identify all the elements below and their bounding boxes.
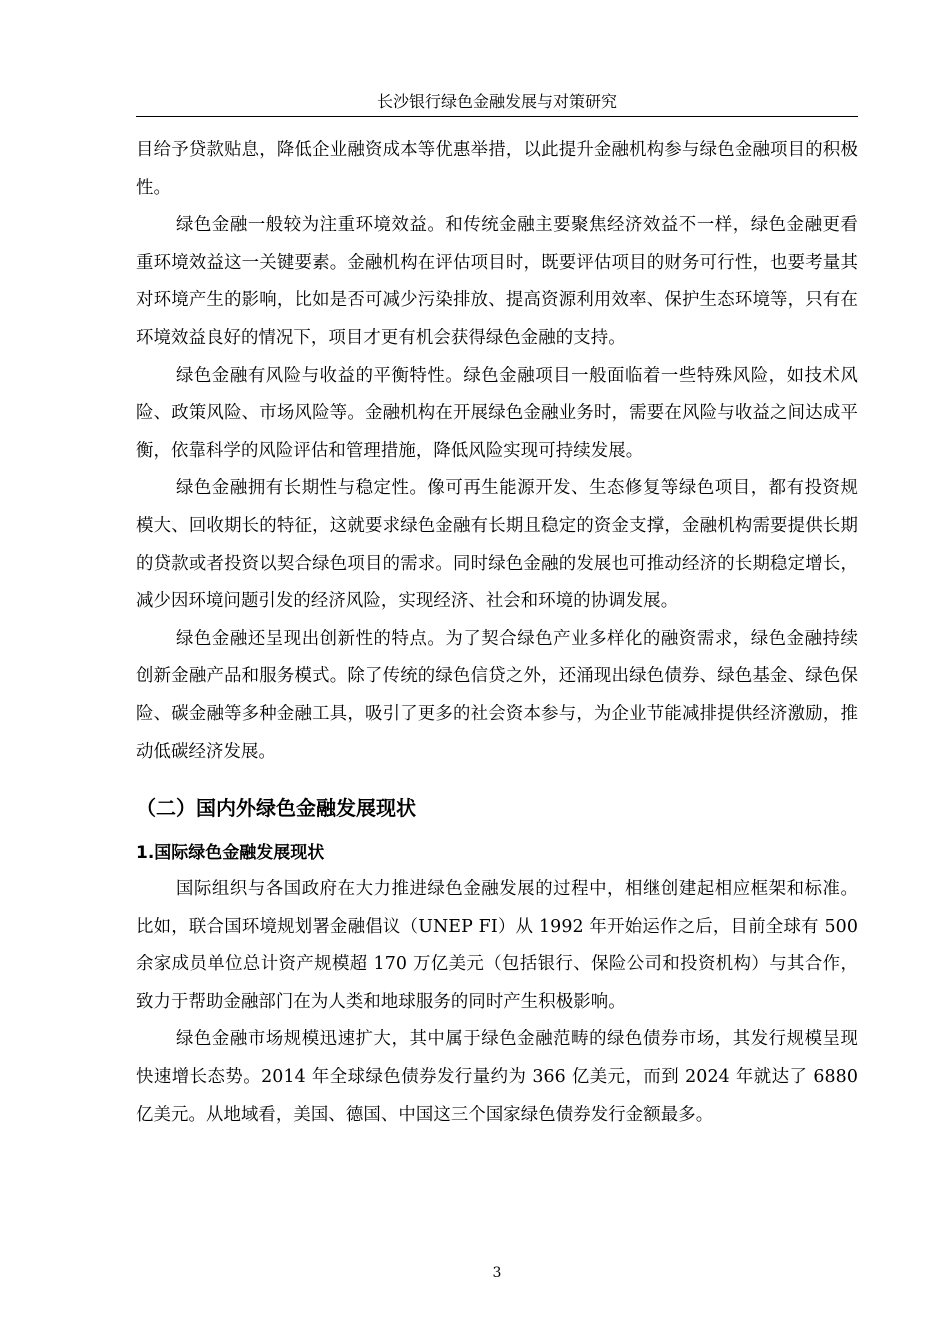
body-text [136,132,858,1134]
sub-heading: 1.国际绿色金融发展现状 [136,843,325,864]
paragraph-international-frameworks: 国际组织与各国政府在大力推进绿色金融发展的过程中，相继创建起相应框架和标准。比如，联合国环境规划署金融倡议（UNEP FI）从 1992 年开始运作之后，目前全球有 500 余家成员单位总计资产规模超 170 万亿美元（包括银行、保险公司和投资机构）与其合作，致力于帮助金融部门在为人类和地球服务的同时产生积极影响。 [136,879,858,1012]
paragraph-continuation: 目给予贷款贴息，降低企业融资成本等优惠举措，以此提升金融机构参与绿色金融项目的积极性。 [136,140,858,198]
paragraph-risk-return: 绿色金融有风险与收益的平衡特性。绿色金融项目一般面临着一些特殊风险，如技术风险、政策风险、市场风险等。金融机构在开展绿色金融业务时，需要在风险与收益之间达成平衡，依靠科学的风险评估和管理措施，降低风险实现可持续发展。 [136,365,858,461]
paragraph-environmental-benefit: 绿色金融一般较为注重环境效益。和传统金融主要聚焦经济效益不一样，绿色金融更看重环境效益这一关键要素。金融机构在评估项目时，既要评估项目的财务可行性，也要考量其对环境产生的影响，比如是否可减少污染排放、提高资源利用效率、保护生态环境等，只有在环境效益良好的情况下，项目才更有机会获得绿色金融的支持。 [136,215,858,348]
paragraph-green-bond-market: 绿色金融市场规模迅速扩大，其中属于绿色金融范畴的绿色债券市场，其发行规模呈现快速增长态势。2014 年全球绿色债券发行量约为 366 亿美元，而到 2024 年就达了 6880 亿美元。从地域看，美国、德国、中国这三个国家绿色债券发行金额最多。 [136,1029,858,1125]
page-number: 3 [492,1265,502,1281]
paragraph-long-term-stability: 绿色金融拥有长期性与稳定性。像可再生能源开发、生态修复等绿色项目，都有投资规模大、回收期长的特征，这就要求绿色金融有长期且稳定的资金支撑，金融机构需要提供长期的贷款或者投资以契合绿色项目的需求。同时绿色金融的发展也可推动经济的长期稳定增长，减少因环境问题引发的经济风险，实现经济、社会和环境的协调发展。 [136,478,858,612]
header-rule [136,116,858,117]
running-header: 长沙银行绿色金融发展与对策研究 [376,92,617,111]
section-heading: （二）国内外绿色金融发展现状 [136,796,416,821]
paragraph-innovation: 绿色金融还呈现出创新性的特点。为了契合绿色产业多样化的融资需求，绿色金融持续创新金融产品和服务模式。除了传统的绿色信贷之外，还涌现出绿色债券、绿色基金、绿色保险、碳金融等多种金融工具，吸引了更多的社会资本参与，为企业节能减排提供经济激励，推动低碳经济发展。 [136,628,858,762]
